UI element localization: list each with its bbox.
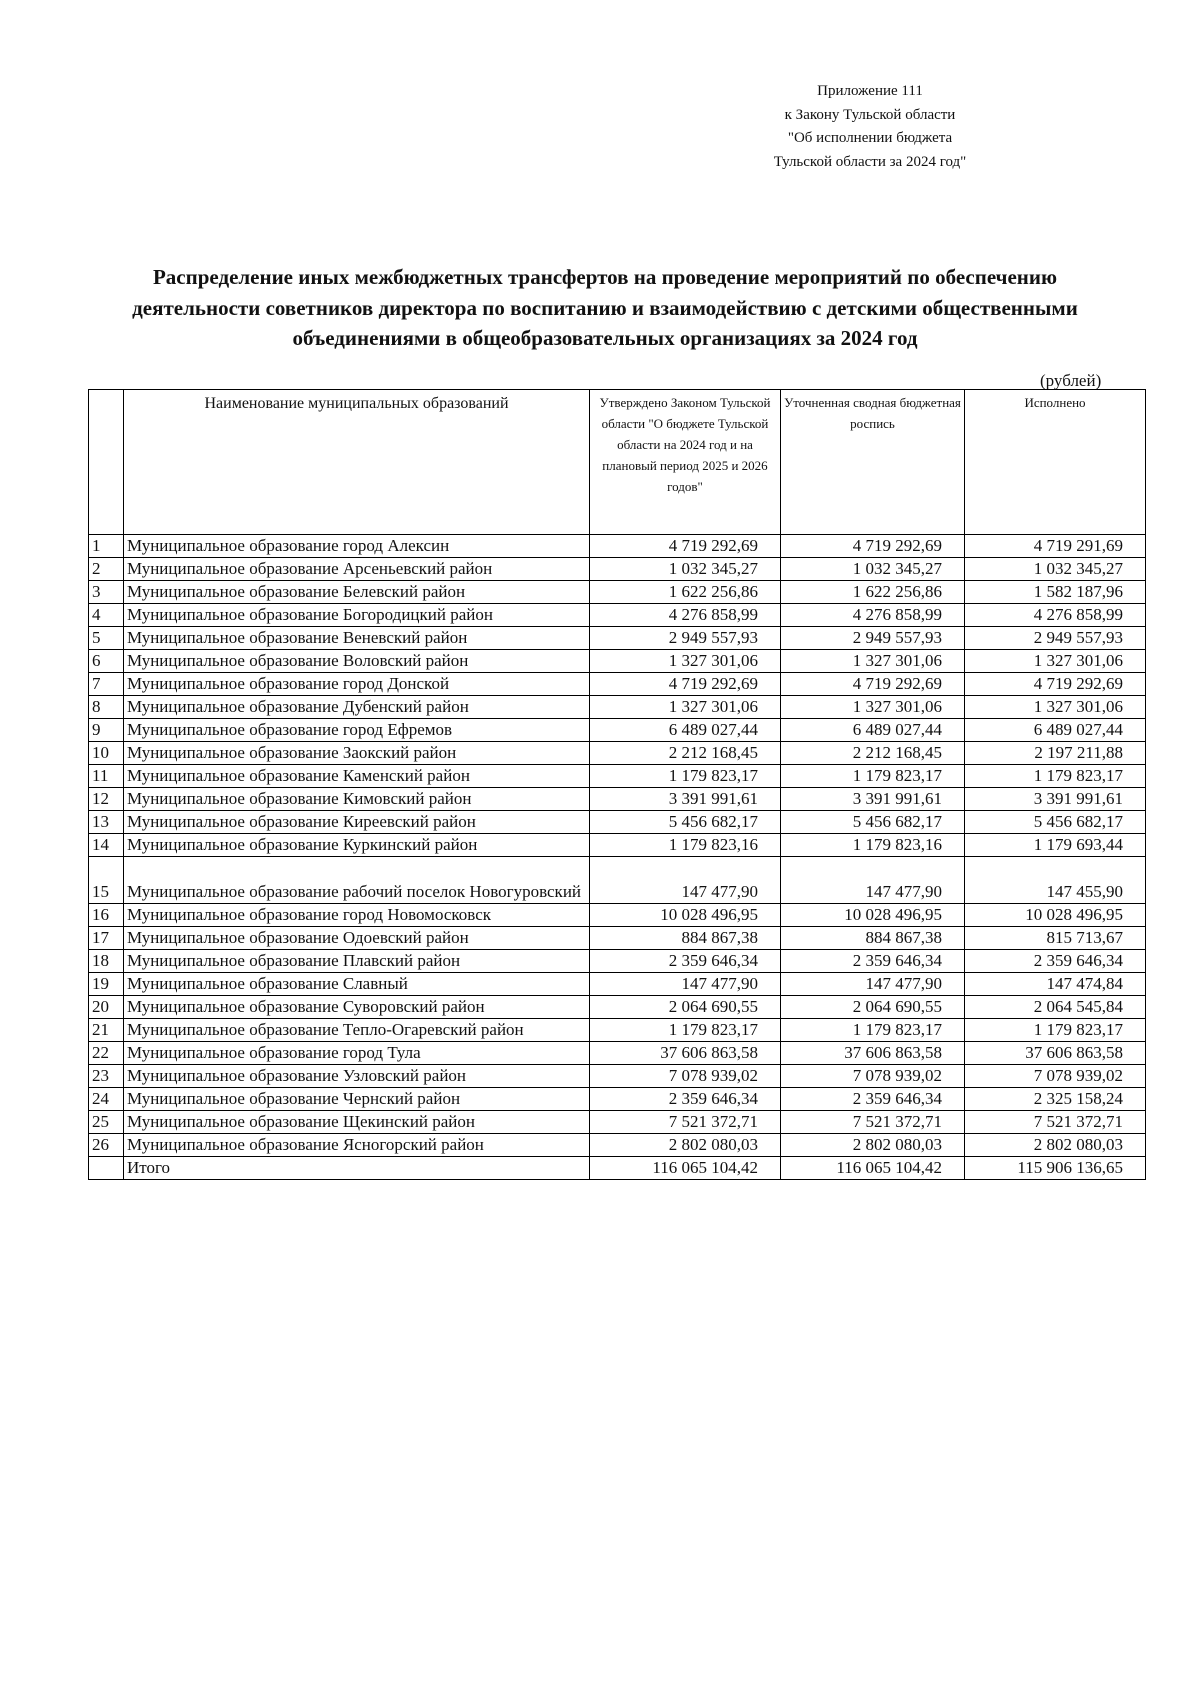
row-number-cell: 23 <box>89 1065 124 1088</box>
currency-unit: (рублей) <box>1040 371 1102 390</box>
approved-amount-cell: 2 949 557,93 <box>590 627 781 650</box>
refined-amount-cell: 1 327 301,06 <box>781 696 965 719</box>
executed-amount-cell: 5 456 682,17 <box>965 811 1146 834</box>
approved-amount-cell: 1 327 301,06 <box>590 696 781 719</box>
refined-amount-cell: 7 521 372,71 <box>781 1111 965 1134</box>
row-number-cell: 2 <box>89 558 124 581</box>
approved-amount-cell: 1 032 345,27 <box>590 558 781 581</box>
executed-amount-cell: 1 179 823,17 <box>965 765 1146 788</box>
municipality-name-cell: Муниципальное образование Заокский район <box>124 742 590 765</box>
refined-amount-cell: 2 212 168,45 <box>781 742 965 765</box>
row-number-cell: 19 <box>89 973 124 996</box>
refined-amount-cell: 1 179 823,16 <box>781 834 965 857</box>
table-row <box>89 927 1146 950</box>
table-row <box>89 950 1146 973</box>
row-number-cell: 3 <box>89 581 124 604</box>
municipality-name-cell: Муниципальное образование Тепло-Огаревский район <box>124 1019 590 1042</box>
table-row <box>89 904 1146 927</box>
table-row <box>89 1042 1146 1065</box>
municipality-name-cell: Муниципальное образование город Донской <box>124 673 590 696</box>
transfers-table <box>88 389 1146 1180</box>
row-number-cell: 10 <box>89 742 124 765</box>
municipality-name-cell: Муниципальное образование Суворовский район <box>124 996 590 1019</box>
table-row <box>89 1019 1146 1042</box>
executed-amount-cell: 115 906 136,65 <box>965 1157 1146 1180</box>
municipality-name-cell: Муниципальное образование Чернский район <box>124 1088 590 1111</box>
approved-amount-cell: 5 456 682,17 <box>590 811 781 834</box>
municipality-name-cell: Муниципальное образование Воловский район <box>124 650 590 673</box>
refined-amount-cell: 5 456 682,17 <box>781 811 965 834</box>
table-row <box>89 1134 1146 1157</box>
approved-amount-cell: 116 065 104,42 <box>590 1157 781 1180</box>
row-number-cell: 21 <box>89 1019 124 1042</box>
approved-amount-cell: 2 359 646,34 <box>590 1088 781 1111</box>
table-row <box>89 1088 1146 1111</box>
table-row <box>89 765 1146 788</box>
municipality-name-cell: Муниципальное образование Киреевский район <box>124 811 590 834</box>
executed-amount-cell: 1 582 187,96 <box>965 581 1146 604</box>
title-line: объединениями в общеобразовательных организациях за 2024 год <box>292 326 918 350</box>
refined-amount-cell: 884 867,38 <box>781 927 965 950</box>
executed-amount-cell: 37 606 863,58 <box>965 1042 1146 1065</box>
approved-amount-cell: 7 078 939,02 <box>590 1065 781 1088</box>
municipality-name-cell: Муниципальное образование Белевский район <box>124 581 590 604</box>
document-title <box>80 262 1130 354</box>
header-name-cell: Наименование муниципальных образований <box>124 390 590 535</box>
executed-amount-cell: 1 327 301,06 <box>965 650 1146 673</box>
approved-amount-cell: 2 802 080,03 <box>590 1134 781 1157</box>
approved-amount-cell: 1 622 256,86 <box>590 581 781 604</box>
table-row <box>89 834 1146 857</box>
row-number-cell: 14 <box>89 834 124 857</box>
executed-amount-cell: 1 179 823,17 <box>965 1019 1146 1042</box>
approved-amount-cell: 1 179 823,16 <box>590 834 781 857</box>
executed-amount-cell: 2 949 557,93 <box>965 627 1146 650</box>
refined-amount-cell: 147 477,90 <box>781 857 965 904</box>
table-row <box>89 1111 1146 1134</box>
table-row <box>89 1065 1146 1088</box>
municipality-name-cell: Муниципальное образование город Ефремов <box>124 719 590 742</box>
executed-amount-cell: 2 197 211,88 <box>965 742 1146 765</box>
refined-amount-cell: 2 949 557,93 <box>781 627 965 650</box>
refined-amount-cell: 7 078 939,02 <box>781 1065 965 1088</box>
approved-amount-cell: 147 477,90 <box>590 857 781 904</box>
refined-amount-cell: 1 032 345,27 <box>781 558 965 581</box>
title-line: деятельности советников директора по воспитанию и взаимодействию с детскими общественными <box>132 295 1078 320</box>
municipality-name-cell: Муниципальное образование Ясногорский район <box>124 1134 590 1157</box>
table-row <box>89 788 1146 811</box>
table-row <box>89 558 1146 581</box>
row-number-cell: 16 <box>89 904 124 927</box>
row-number-cell: 6 <box>89 650 124 673</box>
refined-amount-cell: 2 359 646,34 <box>781 1088 965 1111</box>
municipality-name-cell: Муниципальное образование город Тула <box>124 1042 590 1065</box>
municipality-name-cell: Муниципальное образование Веневский район <box>124 627 590 650</box>
approved-amount-cell: 2 064 690,55 <box>590 996 781 1019</box>
municipality-name-cell: Итого <box>124 1157 590 1180</box>
appendix-line: к Закону Тульской области <box>784 106 956 123</box>
row-number-cell: 22 <box>89 1042 124 1065</box>
row-number-cell: 5 <box>89 627 124 650</box>
row-number-cell: 26 <box>89 1134 124 1157</box>
table-row <box>89 581 1146 604</box>
table-row <box>89 535 1146 558</box>
refined-amount-cell: 10 028 496,95 <box>781 904 965 927</box>
refined-amount-cell: 1 622 256,86 <box>781 581 965 604</box>
executed-amount-cell: 4 719 291,69 <box>965 535 1146 558</box>
executed-amount-cell: 2 802 080,03 <box>965 1134 1146 1157</box>
approved-amount-cell: 147 477,90 <box>590 973 781 996</box>
table-row <box>89 696 1146 719</box>
header-number-cell <box>89 390 124 535</box>
municipality-name-cell: Муниципальное образование Одоевский район <box>124 927 590 950</box>
executed-amount-cell: 147 474,84 <box>965 973 1146 996</box>
table-row <box>89 719 1146 742</box>
refined-amount-cell: 37 606 863,58 <box>781 1042 965 1065</box>
header-approved-cell: Утверждено Законом Тульской области "О бюджете Тульской области на 2024 год и на плановый период 2025 и 2026 годов" <box>590 390 781 535</box>
table-row <box>89 650 1146 673</box>
executed-amount-cell: 1 327 301,06 <box>965 696 1146 719</box>
approved-amount-cell: 7 521 372,71 <box>590 1111 781 1134</box>
refined-amount-cell: 6 489 027,44 <box>781 719 965 742</box>
executed-amount-cell: 4 719 292,69 <box>965 673 1146 696</box>
municipality-name-cell: Муниципальное образование Щекинский район <box>124 1111 590 1134</box>
approved-amount-cell: 1 327 301,06 <box>590 650 781 673</box>
row-number-cell: 15 <box>89 857 124 904</box>
approved-amount-cell: 2 359 646,34 <box>590 950 781 973</box>
executed-amount-cell: 10 028 496,95 <box>965 904 1146 927</box>
refined-amount-cell: 147 477,90 <box>781 973 965 996</box>
appendix-header <box>740 80 1000 174</box>
refined-amount-cell: 2 064 690,55 <box>781 996 965 1019</box>
row-number-cell: 25 <box>89 1111 124 1134</box>
municipality-name-cell: Муниципальное образование рабочий поселок Новогуровский <box>124 857 590 904</box>
refined-amount-cell: 1 179 823,17 <box>781 765 965 788</box>
appendix-line: Приложение 111 <box>817 83 923 99</box>
total-row <box>89 1157 1146 1180</box>
row-number-cell: 9 <box>89 719 124 742</box>
approved-amount-cell: 4 276 858,99 <box>590 604 781 627</box>
table-row <box>89 673 1146 696</box>
appendix-line: "Об исполнении бюджета <box>787 130 953 146</box>
approved-amount-cell: 6 489 027,44 <box>590 719 781 742</box>
approved-amount-cell: 4 719 292,69 <box>590 535 781 558</box>
table-row <box>89 604 1146 627</box>
approved-amount-cell: 3 391 991,61 <box>590 788 781 811</box>
table-body <box>89 390 1146 1180</box>
municipality-name-cell: Муниципальное образование Плавский район <box>124 950 590 973</box>
row-number-cell: 17 <box>89 927 124 950</box>
municipality-name-cell: Муниципальное образование Арсеньевский район <box>124 558 590 581</box>
approved-amount-cell: 37 606 863,58 <box>590 1042 781 1065</box>
municipality-name-cell: Муниципальное образование Узловский район <box>124 1065 590 1088</box>
executed-amount-cell: 2 064 545,84 <box>965 996 1146 1019</box>
refined-amount-cell: 2 802 080,03 <box>781 1134 965 1157</box>
municipality-name-cell: Муниципальное образование Славный <box>124 973 590 996</box>
municipality-name-cell: Муниципальное образование Богородицкий район <box>124 604 590 627</box>
row-number-cell: 20 <box>89 996 124 1019</box>
row-number-cell: 8 <box>89 696 124 719</box>
row-number-cell: 11 <box>89 765 124 788</box>
executed-amount-cell: 147 455,90 <box>965 857 1146 904</box>
table-row <box>89 742 1146 765</box>
row-number-cell: 18 <box>89 950 124 973</box>
row-number-cell: 7 <box>89 673 124 696</box>
executed-amount-cell: 7 078 939,02 <box>965 1065 1146 1088</box>
refined-amount-cell: 1 179 823,17 <box>781 1019 965 1042</box>
executed-amount-cell: 4 276 858,99 <box>965 604 1146 627</box>
executed-amount-cell: 1 179 693,44 <box>965 834 1146 857</box>
municipality-name-cell: Муниципальное образование Кимовский район <box>124 788 590 811</box>
refined-amount-cell: 4 719 292,69 <box>781 535 965 558</box>
appendix-line: Тульской области за 2024 год" <box>773 153 967 170</box>
executed-amount-cell: 3 391 991,61 <box>965 788 1146 811</box>
table-row <box>89 811 1146 834</box>
approved-amount-cell: 2 212 168,45 <box>590 742 781 765</box>
municipality-name-cell: Муниципальное образование Дубенский район <box>124 696 590 719</box>
executed-amount-cell: 2 325 158,24 <box>965 1088 1146 1111</box>
municipality-name-cell: Муниципальное образование Куркинский район <box>124 834 590 857</box>
executed-amount-cell: 1 032 345,27 <box>965 558 1146 581</box>
municipality-name-cell: Муниципальное образование город Новомосковск <box>124 904 590 927</box>
executed-amount-cell: 7 521 372,71 <box>965 1111 1146 1134</box>
refined-amount-cell: 116 065 104,42 <box>781 1157 965 1180</box>
title-line: Распределение иных межбюджетных трансфертов на проведение мероприятий по обеспечению <box>152 265 1058 289</box>
table-row <box>89 973 1146 996</box>
refined-amount-cell: 2 359 646,34 <box>781 950 965 973</box>
table-row <box>89 627 1146 650</box>
header-executed-cell: Исполнено <box>965 390 1146 535</box>
executed-amount-cell: 6 489 027,44 <box>965 719 1146 742</box>
approved-amount-cell: 10 028 496,95 <box>590 904 781 927</box>
header-refined-cell: Уточненная сводная бюджетная роспись <box>781 390 965 535</box>
refined-amount-cell: 4 276 858,99 <box>781 604 965 627</box>
row-number-cell: 24 <box>89 1088 124 1111</box>
row-number-cell: 1 <box>89 535 124 558</box>
executed-amount-cell: 2 359 646,34 <box>965 950 1146 973</box>
row-number-cell: 4 <box>89 604 124 627</box>
row-number-cell: 12 <box>89 788 124 811</box>
municipality-name-cell: Муниципальное образование город Алексин <box>124 535 590 558</box>
row-number-cell: 13 <box>89 811 124 834</box>
refined-amount-cell: 3 391 991,61 <box>781 788 965 811</box>
approved-amount-cell: 1 179 823,17 <box>590 765 781 788</box>
row-number-cell <box>89 1157 124 1180</box>
approved-amount-cell: 884 867,38 <box>590 927 781 950</box>
approved-amount-cell: 4 719 292,69 <box>590 673 781 696</box>
refined-amount-cell: 1 327 301,06 <box>781 650 965 673</box>
table-header-row <box>89 390 1146 535</box>
executed-amount-cell: 815 713,67 <box>965 927 1146 950</box>
municipality-name-cell: Муниципальное образование Каменский район <box>124 765 590 788</box>
refined-amount-cell: 4 719 292,69 <box>781 673 965 696</box>
table-row <box>89 857 1146 904</box>
table-row <box>89 996 1146 1019</box>
approved-amount-cell: 1 179 823,17 <box>590 1019 781 1042</box>
